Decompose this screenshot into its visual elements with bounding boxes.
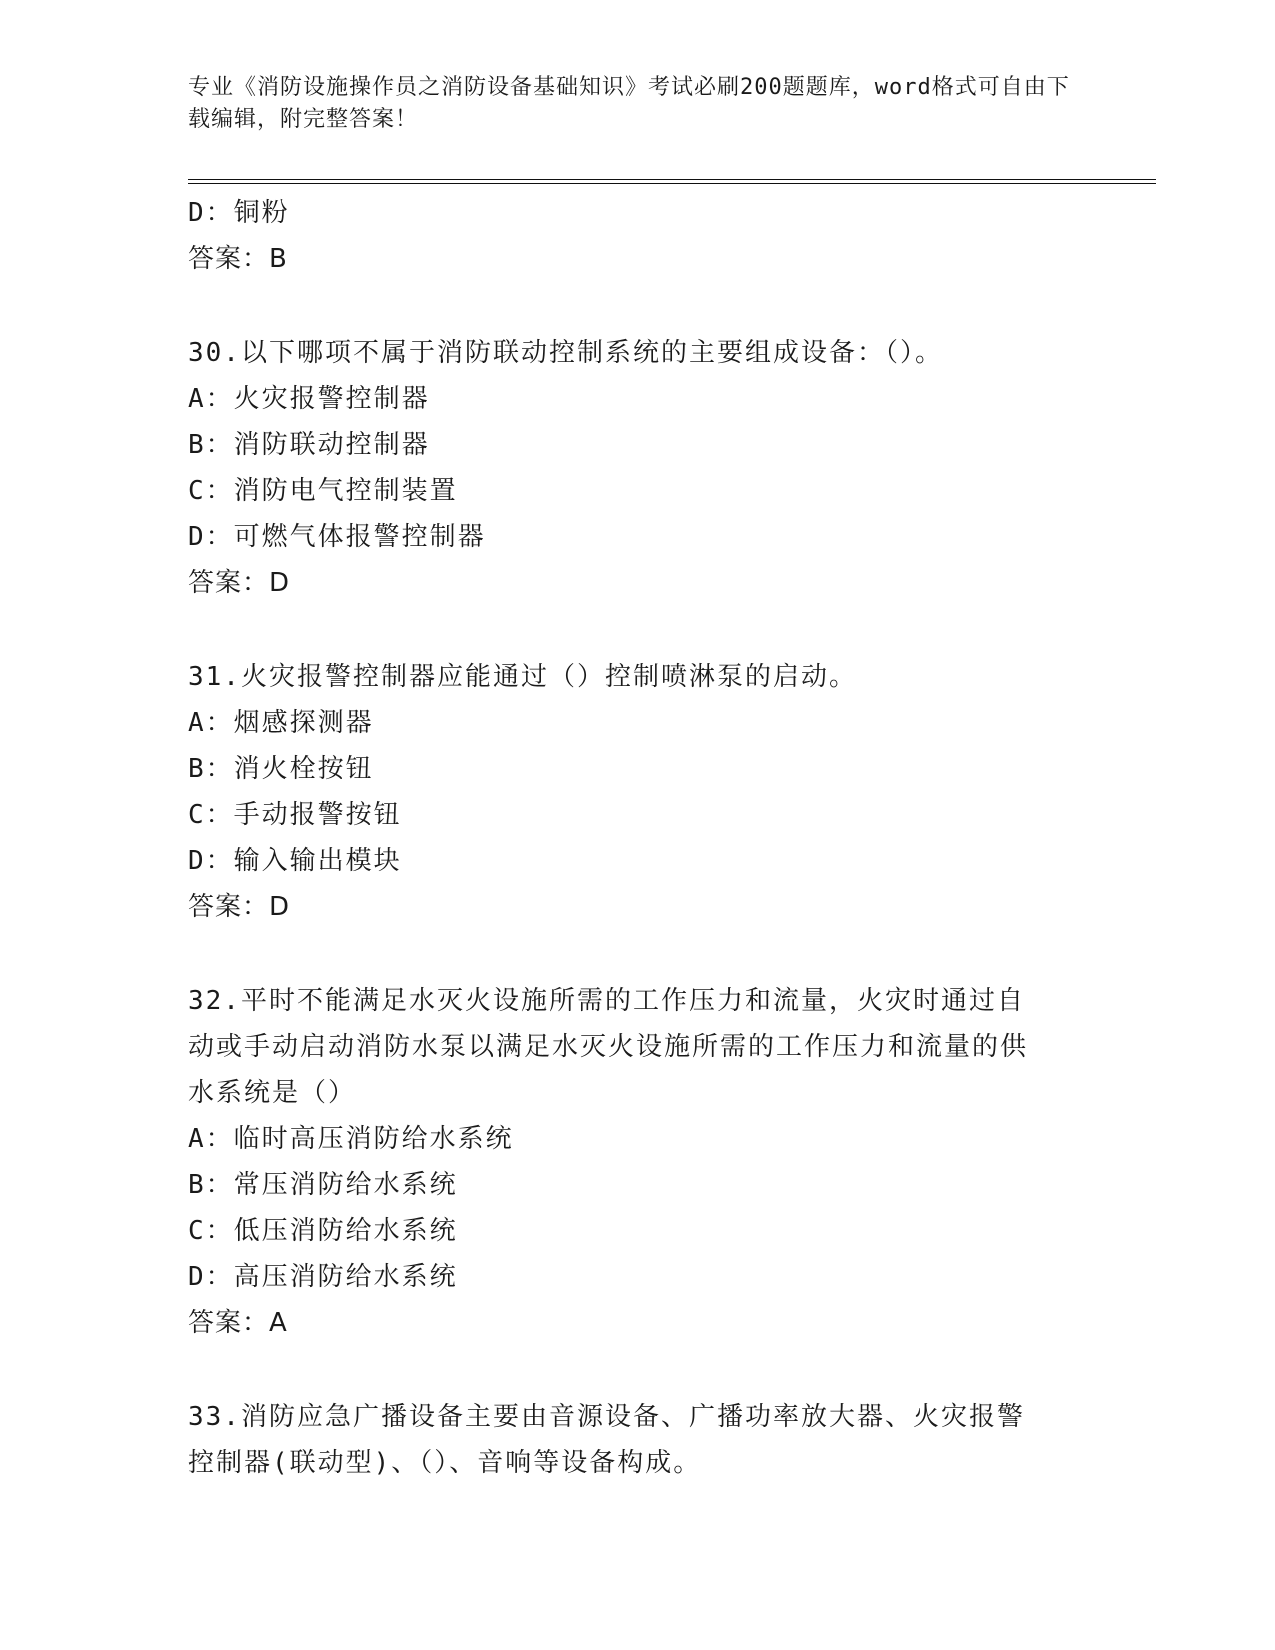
option-b: B：消火栓按钮 — [188, 754, 374, 784]
header-rule-bottom — [188, 183, 1156, 184]
document-header: 专业《消防设施操作员之消防设备基础知识》考试必刷200题题库，word格式可自由下载编辑，附完整答案！ — [188, 75, 1070, 132]
question-stem: 33.消防应急广播设备主要由音源设备、广播功率放大器、火灾报警控制器(联动型)、（）、音响等设备构成。 — [188, 1402, 1025, 1478]
header-rule-top — [188, 179, 1156, 180]
option-a: A：临时高压消防给水系统 — [188, 1124, 514, 1154]
option-c: C：低压消防给水系统 — [188, 1216, 458, 1246]
option-b: B：常压消防给水系统 — [188, 1170, 458, 1200]
option-a: A：烟感探测器 — [188, 708, 374, 738]
answer-line: 答案：B — [188, 244, 288, 274]
answer-line: 答案：A — [188, 1308, 288, 1338]
question-stem: 31.火灾报警控制器应能通过（）控制喷淋泵的启动。 — [188, 662, 857, 692]
question-content — [188, 190, 1088, 1486]
answer-line: 答案：D — [188, 892, 291, 922]
question-30 — [188, 330, 1088, 606]
option-d: D：铜粉 — [188, 198, 290, 228]
question-32 — [188, 978, 1088, 1346]
option-d: D：输入输出模块 — [188, 846, 402, 876]
option-d: D：可燃气体报警控制器 — [188, 522, 486, 552]
option-b: B：消防联动控制器 — [188, 430, 430, 460]
option-a: A：火灾报警控制器 — [188, 384, 430, 414]
question-stem: 32.平时不能满足水灭火设施所需的工作压力和流量，火灾时通过自动或手动启动消防水泵以满足水灭火设施所需的工作压力和流量的供水系统是（） — [188, 986, 1029, 1108]
question-33 — [188, 1394, 1088, 1486]
answer-line: 答案：D — [188, 568, 291, 598]
question-31 — [188, 654, 1088, 930]
option-c: C：消防电气控制装置 — [188, 476, 458, 506]
option-d: D：高压消防给水系统 — [188, 1262, 458, 1292]
option-c: C：手动报警按钮 — [188, 800, 402, 830]
question-stem: 30.以下哪项不属于消防联动控制系统的主要组成设备：（）。 — [188, 338, 943, 368]
